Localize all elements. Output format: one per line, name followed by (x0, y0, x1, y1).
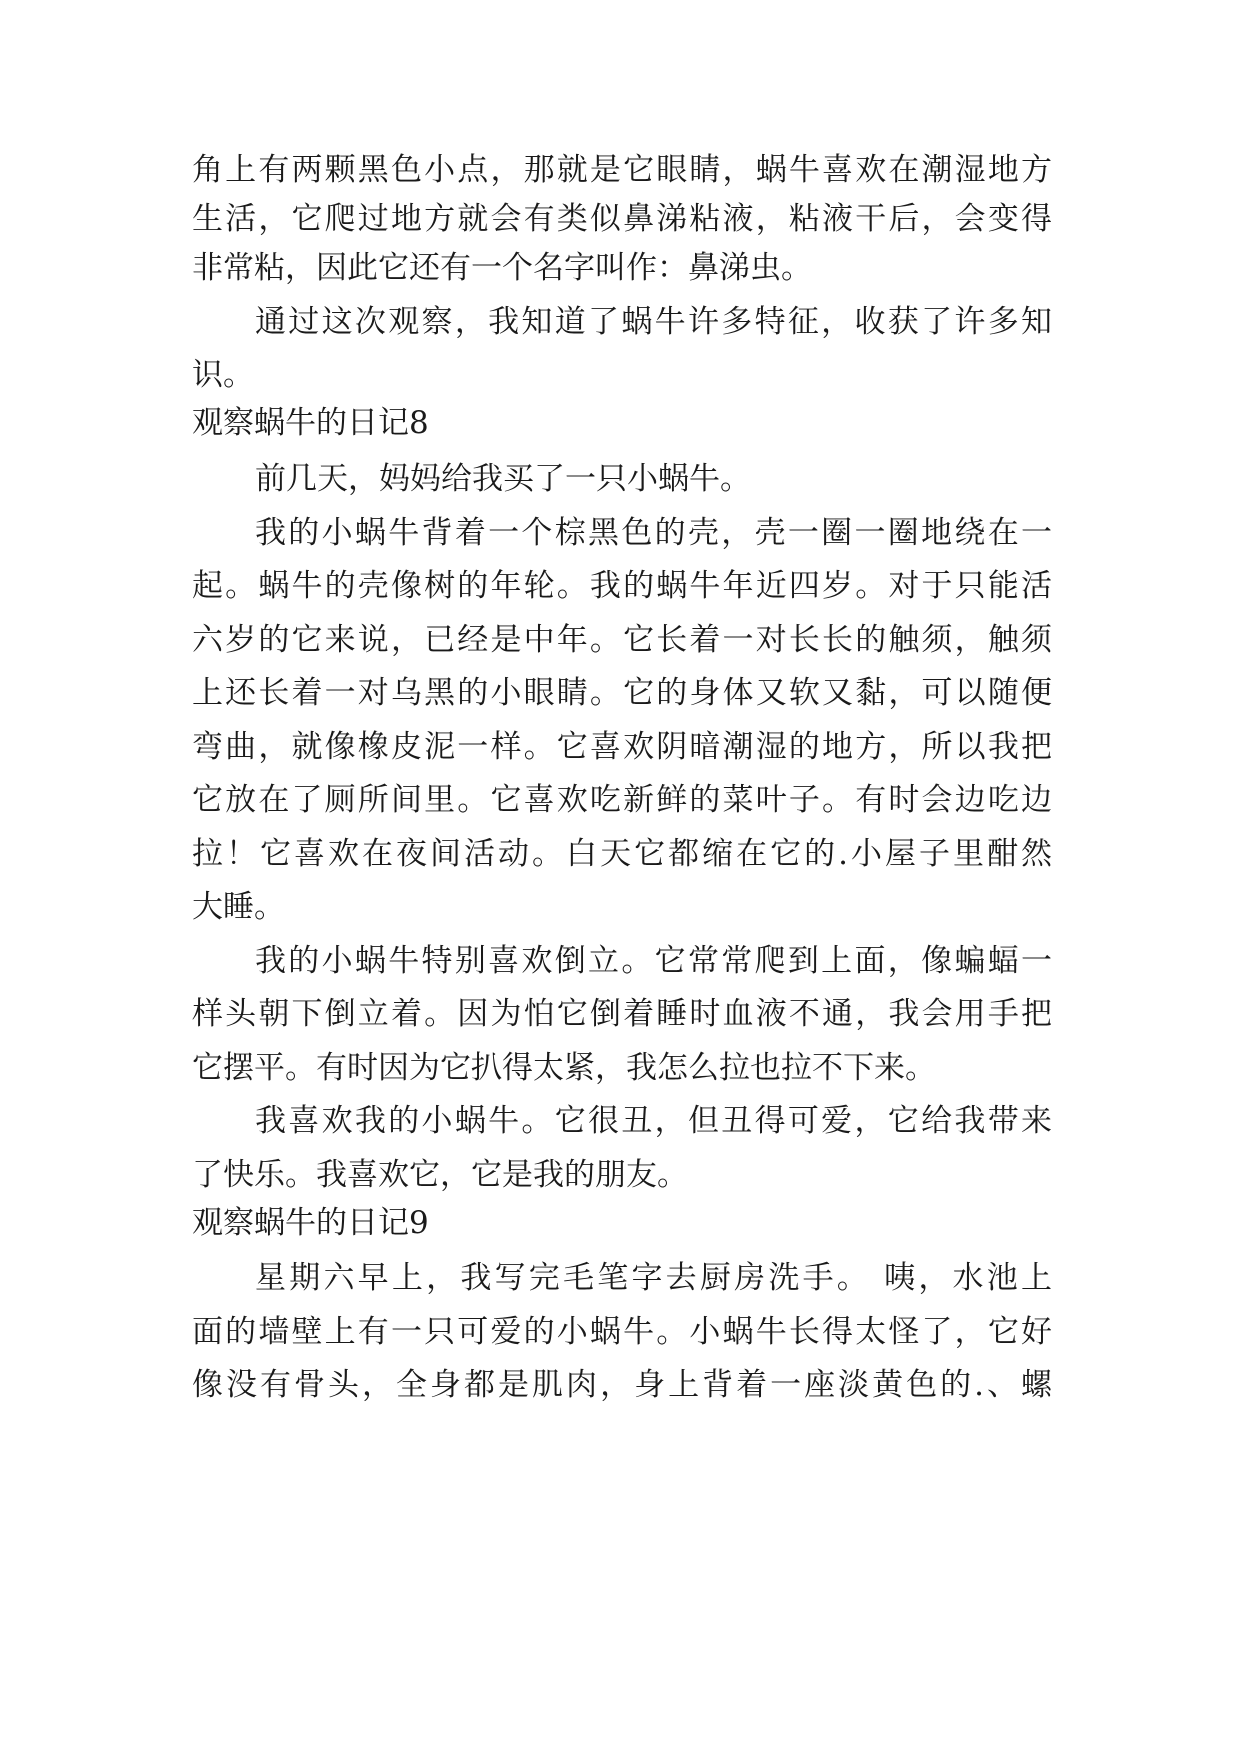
paragraph-line: 弯曲，就像橡皮泥一样。它喜欢阴暗潮湿的地方，所以我把 (192, 729, 1052, 765)
section-heading: 观察蜗牛的日记8 (192, 405, 429, 441)
paragraph-line: 起。蜗牛的壳像树的年轮。我的蜗牛年近四岁。对于只能活 (192, 568, 1052, 604)
paragraph-line: 角上有两颗黑色小点，那就是它眼睛，蜗牛喜欢在潮湿地方 (192, 152, 1052, 188)
paragraph-line: 面的墙壁上有一只可爱的小蜗牛。小蜗牛长得太怪了，它好 (192, 1314, 1052, 1350)
paragraph-line: 我的小蜗牛背着一个棕黑色的壳，壳一圈一圈地绕在一 (255, 515, 1052, 551)
paragraph-line: 六岁的它来说，已经是中年。它长着一对长长的触须，触须 (192, 622, 1052, 658)
paragraph-line: 生活，它爬过地方就会有类似鼻涕粘液，粘液干后，会变得 (192, 201, 1052, 237)
paragraph-line: 拉！它喜欢在夜间活动。白天它都缩在它的.小屋子里酣然 (192, 836, 1052, 872)
paragraph-line: 它放在了厕所间里。它喜欢吃新鲜的菜叶子。有时会边吃边 (192, 782, 1052, 818)
paragraph-line: 我喜欢我的小蜗牛。它很丑，但丑得可爱，它给我带来 (255, 1103, 1052, 1139)
paragraph-line: 它摆平。有时因为它扒得太紧，我怎么拉也拉不下来。 (192, 1050, 936, 1086)
paragraph-line: 前几天，妈妈给我买了一只小蜗牛。 (255, 461, 751, 497)
paragraph-line: 通过这次观察，我知道了蜗牛许多特征，收获了许多知 (255, 304, 1052, 340)
paragraph-line: 我的小蜗牛特别喜欢倒立。它常常爬到上面，像蝙蝠一 (255, 943, 1052, 979)
section-heading: 观察蜗牛的日记9 (192, 1205, 429, 1241)
paragraph-line: 上还长着一对乌黑的小眼睛。它的身体又软又黏，可以随便 (192, 675, 1052, 711)
paragraph-line: 大睡。 (192, 889, 285, 925)
paragraph-line: 了快乐。我喜欢它，它是我的朋友。 (192, 1157, 688, 1193)
paragraph-line: 样头朝下倒立着。因为怕它倒着睡时血液不通，我会用手把 (192, 996, 1052, 1032)
paragraph-line: 非常粘，因此它还有一个名字叫作：鼻涕虫。 (192, 250, 812, 286)
paragraph-line: 像没有骨头，全身都是肌肉，身上背着一座淡黄色的.、螺 (192, 1367, 1052, 1403)
paragraph-line: 星期六早上，我写完毛笔字去厨房洗手。 咦，水池上 (255, 1260, 1052, 1296)
paragraph-line: 识。 (192, 357, 254, 393)
